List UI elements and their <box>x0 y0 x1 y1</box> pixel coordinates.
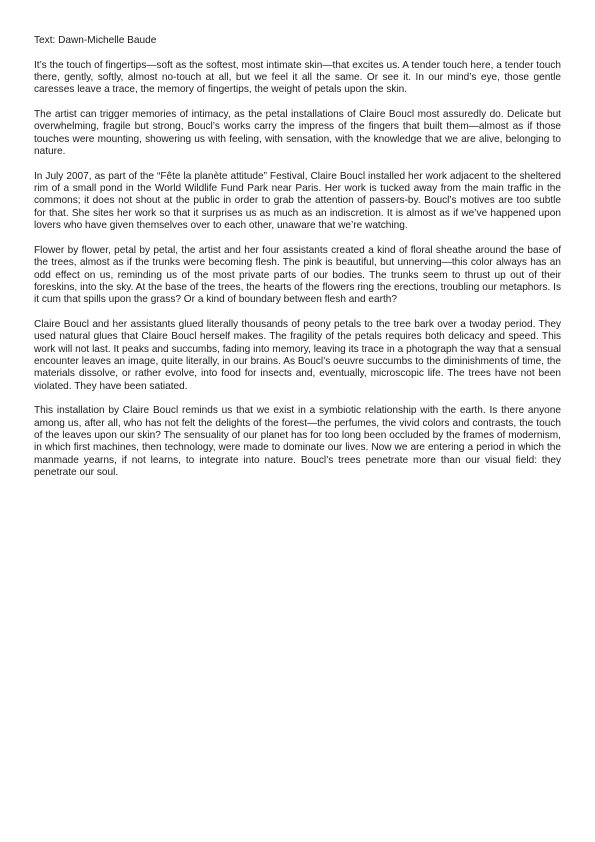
paragraph-6: This installation by Claire Boucl reminds us that we exist in a symbiotic relationship with the earth. Is there anyone among us, after all, who has not felt the delights of the forest—the perfumes, the vivid colors and contrasts, the touch of the leaves upon our skin? The sensuality of our planet has for too long been occluded by the frames of modernism, in which first machines, then technology, were made to dominate our lives. Now we are entering a period in which the manmade yearns, if not learns, to integrate into nature. Boucl’s trees penetrate more than our visual field: they penetrate our soul. <box>34 405 561 479</box>
author-credit: Text: Dawn-Michelle Baude <box>34 35 157 46</box>
paragraph-1: It’s the touch of fingertips—soft as the softest, most intimate skin—that excites us. A tender touch here, a tender touch there, gently, softly, almost no-touch at all, but we feel it all the same. Or see it. In our mind’s eye, those gentle caresses leave a trace, the memory of fingertips, the weight of petals upon the skin. <box>34 59 561 96</box>
document-page <box>34 35 561 492</box>
paragraph-2: The artist can trigger memories of intimacy, as the petal installations of Claire Boucl most assuredly do. Delicate but overwhelming, fragile but strong, Boucl’s works carry the impress of the fingers that built them—almost as if those touches were mounting, showering us with feeling, with sensation, with the knowledge that we are alive, belonging to nature. <box>34 109 561 158</box>
paragraph-4: Flower by flower, petal by petal, the artist and her four assistants created a kind of floral sheathe around the base of the trees, almost as if the trunks were becoming flesh. The pink is beautiful, but unnerving—this color always has an odd effect on us, reminding us of the most private parts of our bodies. The trunks seem to thrust up out of their foreskins, into the sky. At the base of the trees, the hearts of the flowers ring the erections, troubling our metaphors. Is it cum that spills upon the grass? Or a kind of boundary between flesh and earth? <box>34 244 561 306</box>
paragraph-3: In July 2007, as part of the “Fête la planète attitude” Festival, Claire Boucl installed her work adjacent to the sheltered rim of a small pond in the World Wildlife Fund Park near Paris. Her work is tucked away from the main traffic in the commons; it does not shout at the public in order to grab the attention of passers-by. Boucl’s motives are too subtle for that. She sites her work so that it surprises us as much as an indiscretion. It is almost as if we’ve happened upon lovers who have given themselves over to each other, unaware that we’re watching. <box>34 170 561 232</box>
paragraph-5: Claire Boucl and her assistants glued literally thousands of peony petals to the tree bark over a twoday period. They used natural glues that Claire Boucl herself makes. The fragility of the petals requires both delicacy and speed. This work will not last. It peaks and succumbs, fading into memory, leaving its trace in a photograph the way that a sensual encounter leaves an image, quite literally, in our brains. As Boucl’s oeuvre succumbs to the diminishments of time, the materials dissolve, or rather evolve, into food for insects and, eventually, microscopic life. The trees have not been violated. They have been satiated. <box>34 318 561 392</box>
